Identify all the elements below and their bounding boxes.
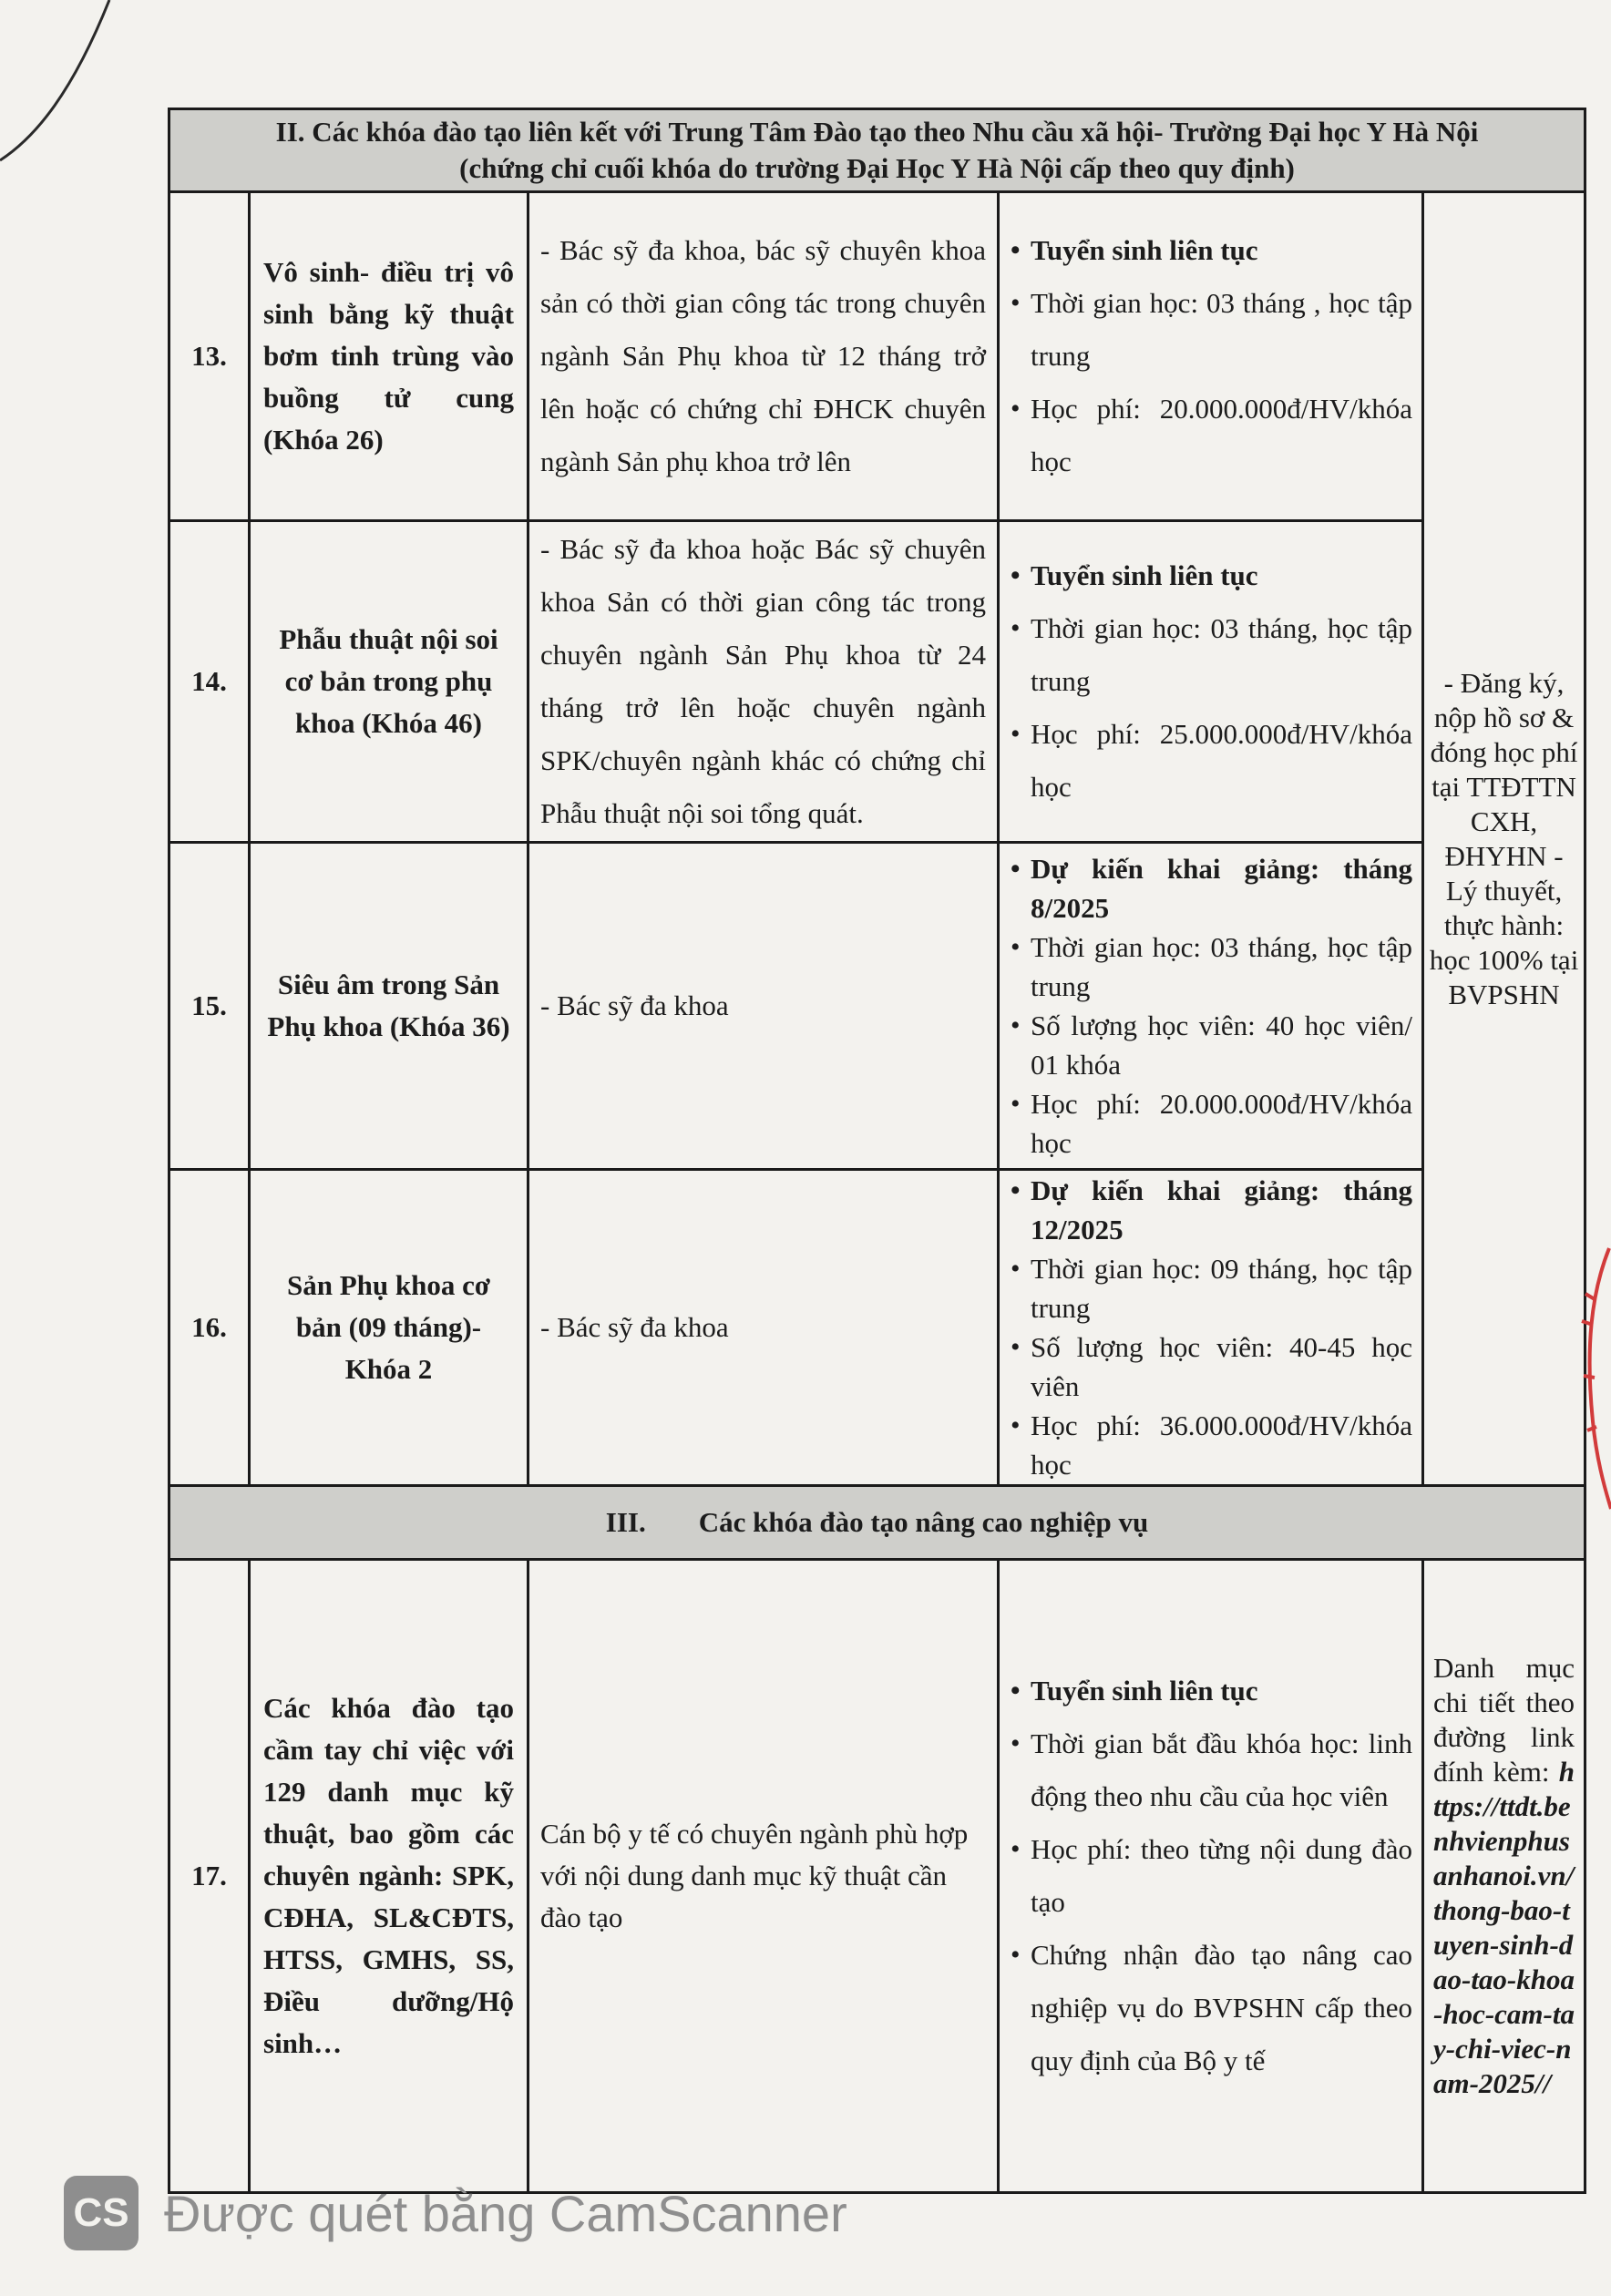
section-2-note: - Đăng ký, nộp hồ sơ & đóng học phí tại TTĐTTN CXH, ĐHYHN - Lý thuyết, thực hành: học 100% tại BVPSHN [1423,192,1585,1486]
section-3-title: Các khóa đào tạo nâng cao nghiệp vụ [698,1506,1149,1538]
table-row [169,521,1585,843]
section-3-header [169,1486,1585,1560]
course-name: Phẫu thuật nội soi cơ bản trong phụ khoa (Khóa 46) [250,521,528,843]
watermark-text: Được quét bằng CamScanner [164,2184,847,2242]
table-row [169,192,1585,521]
course-info [999,843,1423,1170]
camscanner-logo: CS [64,2176,139,2250]
course-link[interactable]: https://ttdt.benhvienphusanhanoi.vn/thong-bao-tuyen-sinh-dao-tao-khoa-hoc-cam-tay-chi-viec-nam-2025// [1433,1756,1575,2099]
table-row [169,843,1585,1170]
info-item: • Thời gian học: 03 tháng , học tập trung [1009,277,1412,383]
row-number: 13. [169,192,250,521]
course-requirement: - Bác sỹ đa khoa, bác sỹ chuyên khoa sản có thời gian công tác trong chuyên ngành Sản Phụ khoa từ 12 tháng trở lên hoặc có chứng chỉ ĐHCK chuyên ngành Sản phụ khoa trở lên [528,192,999,521]
course-requirement: - Bác sỹ đa khoa [528,1170,999,1486]
section-2-roman: II. [275,116,305,148]
course-table [168,108,1586,2194]
info-item: • Chứng nhận đào tạo nâng cao nghiệp vụ do BVPSHN cấp theo quy định của Bộ y tế [1009,1929,1412,2087]
info-item: • Học phí: 20.000.000đ/HV/khóa học [1009,383,1412,488]
info-item: • Học phí: 25.000.000đ/HV/khóa học [1009,708,1412,814]
info-item: • Thời gian bắt đầu khóa học: linh động theo nhu cầu của học viên [1009,1717,1412,1823]
info-item: • Số lượng học viên: 40-45 học viên [1009,1327,1412,1406]
section-2-title: Các khóa đào tạo liên kết với Trung Tâm Đào tạo theo Nhu cầu xã hội- Trường Đại học Y Hà Nội [312,116,1479,148]
course-name: Các khóa đào tạo cầm tay chỉ việc với 129 danh mục kỹ thuật, bao gồm các chuyên ngành: SPK, CĐHA, SL&CĐTS, HTSS, GMHS, SS, Điều dưỡng/Hộ sinh… [250,1560,528,2193]
info-item: • Học phí: theo từng nội dung đào tạo [1009,1823,1412,1929]
info-item: • Học phí: 36.000.000đ/HV/khóa học [1009,1406,1412,1484]
info-item: • Số lượng học viên: 40 học viên/ 01 khóa [1009,1006,1412,1084]
info-item: • Dự kiến khai giảng: tháng 8/2025 [1009,849,1412,928]
info-item: • Tuyển sinh liên tục [1009,1665,1412,1717]
course-requirement: - Bác sỹ đa khoa [528,843,999,1170]
course-requirement: - Bác sỹ đa khoa hoặc Bác sỹ chuyên khoa Sản có thời gian công tác trong chuyên ngành Sản Phụ khoa từ 24 tháng trở lên hoặc chuyên ngành SPK/chuyên ngành khác có chứng chỉ Phẫu thuật nội soi tổng quát. [528,521,999,843]
info-item: • Tuyển sinh liên tục [1009,549,1412,602]
course-info [999,192,1423,521]
info-item: • Tuyển sinh liên tục [1009,224,1412,277]
course-name: Sản Phụ khoa cơ bản (09 tháng)- Khóa 2 [250,1170,528,1486]
info-item: • Dự kiến khai giảng: tháng 12/2025 [1009,1171,1412,1249]
course-name: Vô sinh- điều trị vô sinh bằng kỹ thuật bơm tinh trùng vào buồng tử cung (Khóa 26) [250,192,528,521]
table-row [169,1560,1585,2193]
course-name: Siêu âm trong Sản Phụ khoa (Khóa 36) [250,843,528,1170]
scanner-watermark [64,2172,847,2254]
section-3-note [1423,1560,1585,2193]
row-number: 14. [169,521,250,843]
section-2-header [169,109,1585,192]
info-item: • Thời gian học: 03 tháng, học tập trung [1009,928,1412,1006]
section-2-subtitle: (chứng chỉ cuối khóa do trường Đại Học Y Hà Nội cấp theo quy định) [459,152,1295,184]
info-item: • Thời gian học: 09 tháng, học tập trung [1009,1249,1412,1327]
row-number: 15. [169,843,250,1170]
red-stamp-fragment [1573,1239,1611,1512]
row-number: 16. [169,1170,250,1486]
table-row [169,1170,1585,1486]
note-text: Danh mục chi tiết theo đường link đính kèm: [1433,1652,1575,1788]
info-item: • Thời gian học: 03 tháng, học tập trung [1009,602,1412,708]
info-item: • Học phí: 20.000.000đ/HV/khóa học [1009,1084,1412,1163]
course-info [999,1560,1423,2193]
section-3-roman: III. [605,1506,646,1538]
row-number: 17. [169,1560,250,2193]
course-info [999,521,1423,843]
course-info [999,1170,1423,1486]
course-requirement: Cán bộ y tế có chuyên ngành phù hợp với nội dung danh mục kỹ thuật cần đào tạo [528,1560,999,2193]
page-corner-edge [0,0,182,182]
